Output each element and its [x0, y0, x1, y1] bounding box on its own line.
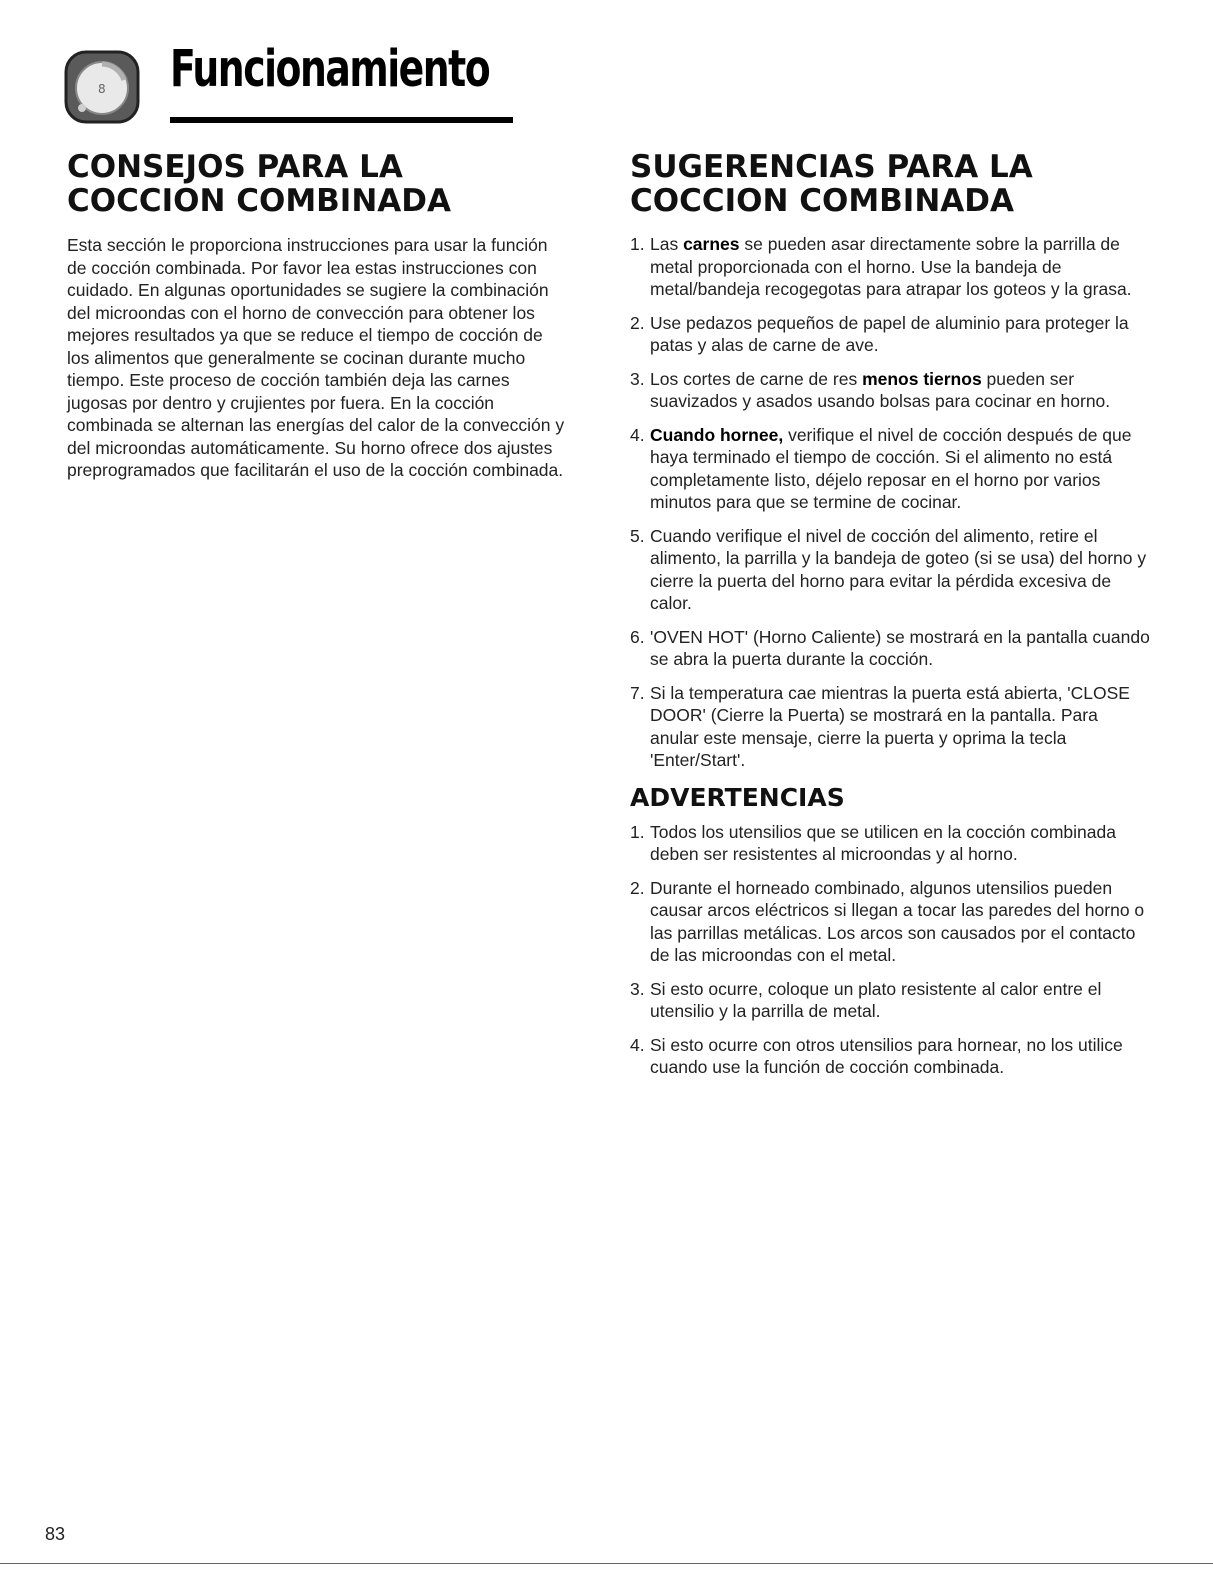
item-text: 'OVEN HOT' (Horno Caliente) se mostrará en la pantalla cuando se abra la puerta durante la cocción. [650, 626, 1150, 669]
svg-text:8: 8 [98, 82, 106, 96]
list-item [630, 233, 1150, 301]
page-number: 83 [45, 1524, 66, 1544]
list-item [630, 424, 1150, 514]
list-item [630, 626, 1150, 671]
list-item [630, 1034, 1150, 1079]
item-number: 3. [630, 368, 645, 389]
item-number: 2. [630, 877, 645, 898]
item-text: Todos los utensilios que se utilicen en la cocción combinada deben ser resistentes al microondas y al horno. [650, 821, 1116, 864]
item-number: 1. [630, 821, 645, 842]
section-heading-consejos: CONSEJOS PARA LA COCCION COMBINADA [67, 149, 452, 219]
list-item [630, 877, 1150, 967]
list-item [630, 682, 1150, 772]
item-number: 5. [630, 525, 645, 546]
right-column [630, 150, 1150, 1090]
clock-icon [62, 46, 142, 126]
item-number: 4. [630, 1034, 645, 1055]
list-item [630, 312, 1150, 357]
title-underline [170, 117, 513, 123]
item-text: pueden ser suavizados y asados usando bolsas para cocinar en horno. [650, 368, 1111, 411]
item-number: 2. [630, 312, 645, 333]
list-item [630, 368, 1150, 413]
item-text: Cuando verifique el nivel de cocción del alimento, retire el alimento, la parrilla y la bandeja de goteo (si se usa) del horno y cierre la puerta del horno para evitar la pérdida excesiva de calor. [650, 525, 1147, 613]
bottom-divider [0, 1563, 1213, 1564]
item-text: Las [650, 234, 684, 254]
item-emphasis: menos tiernos [862, 368, 982, 389]
intro-paragraph: Esta sección le proporciona instrucciones para usar la función de cocción combinada. Por favor lea estas instrucciones con cuidado. En algunas oportunidades se sugiere la combinación del microondas con el horno de convección para obtener los mejores resultados ya que se reduce el tiempo de cocción de los alimentos que generalmente se cocinan durante mucho tiempo. Este proceso de cocción también deja las carnes jugosas por dentro y crujientes por fuera. En la cocción combinada se alternan las energías del calor de la convección y del microondas automáticamente. Su horno ofrece dos ajustes preprogramados que facilitarán el uso de la cocción combinada. [67, 235, 565, 480]
item-text: Si esto ocurre con otros utensilios para hornear, no los utilice cuando use la función de cocción combinada. [650, 1034, 1123, 1077]
item-emphasis: Cuando hornee, [650, 424, 784, 445]
suggestions-list [630, 233, 1150, 772]
left-column [67, 150, 567, 482]
item-text: Los cortes de carne de res [650, 368, 863, 389]
item-emphasis: carnes [683, 234, 740, 254]
item-number: 6. [630, 626, 645, 647]
item-text: Si la temperatura cae mientras la puerta está abierta, 'CLOSE DOOR' (Cierre la Puerta) se mostrará en la pantalla. Para anular este mensaje, cierre la puerta y oprima la tecla 'Enter/Start'. [650, 682, 1130, 770]
item-number: 7. [630, 682, 645, 703]
warnings-list [630, 821, 1150, 1079]
list-item [630, 821, 1150, 866]
page-title: Funcionamiento [170, 40, 490, 99]
section-heading-advertencias: ADVERTENCIAS [630, 782, 845, 812]
item-text: Durante el horneado combinado, algunos utensilios pueden causar arcos eléctricos si llegan a tocar las paredes del horno o las parrillas metálicas. Los arcos son causados por el contacto de las microondas con el metal. [650, 877, 1145, 965]
item-number: 4. [630, 424, 645, 445]
item-number: 3. [630, 978, 645, 999]
item-number: 1. [630, 234, 645, 254]
item-text: Use pedazos pequeños de papel de aluminio para proteger la patas y alas de carne de ave. [650, 312, 1129, 355]
section-heading-sugerencias: SUGERENCIAS PARA LA COCCION COMBINADA [630, 149, 1033, 219]
list-item [630, 525, 1150, 615]
item-text: verifique el nivel de cocción después de que haya terminado el tiempo de cocción. Si el alimento no está completamente listo, déjelo reposar en el horno por varios minutos para que se termine de cocinar. [650, 424, 1132, 512]
item-text: se pueden asar directamente sobre la parrilla de metal proporcionada con el horno. Use la bandeja de metal/bandeja recogegotas para atrapar los goteos y la grasa. [650, 234, 1132, 299]
list-item [630, 978, 1150, 1023]
item-text: Si esto ocurre, coloque un plato resistente al calor entre el utensilio y la parrilla de metal. [650, 978, 1102, 1021]
